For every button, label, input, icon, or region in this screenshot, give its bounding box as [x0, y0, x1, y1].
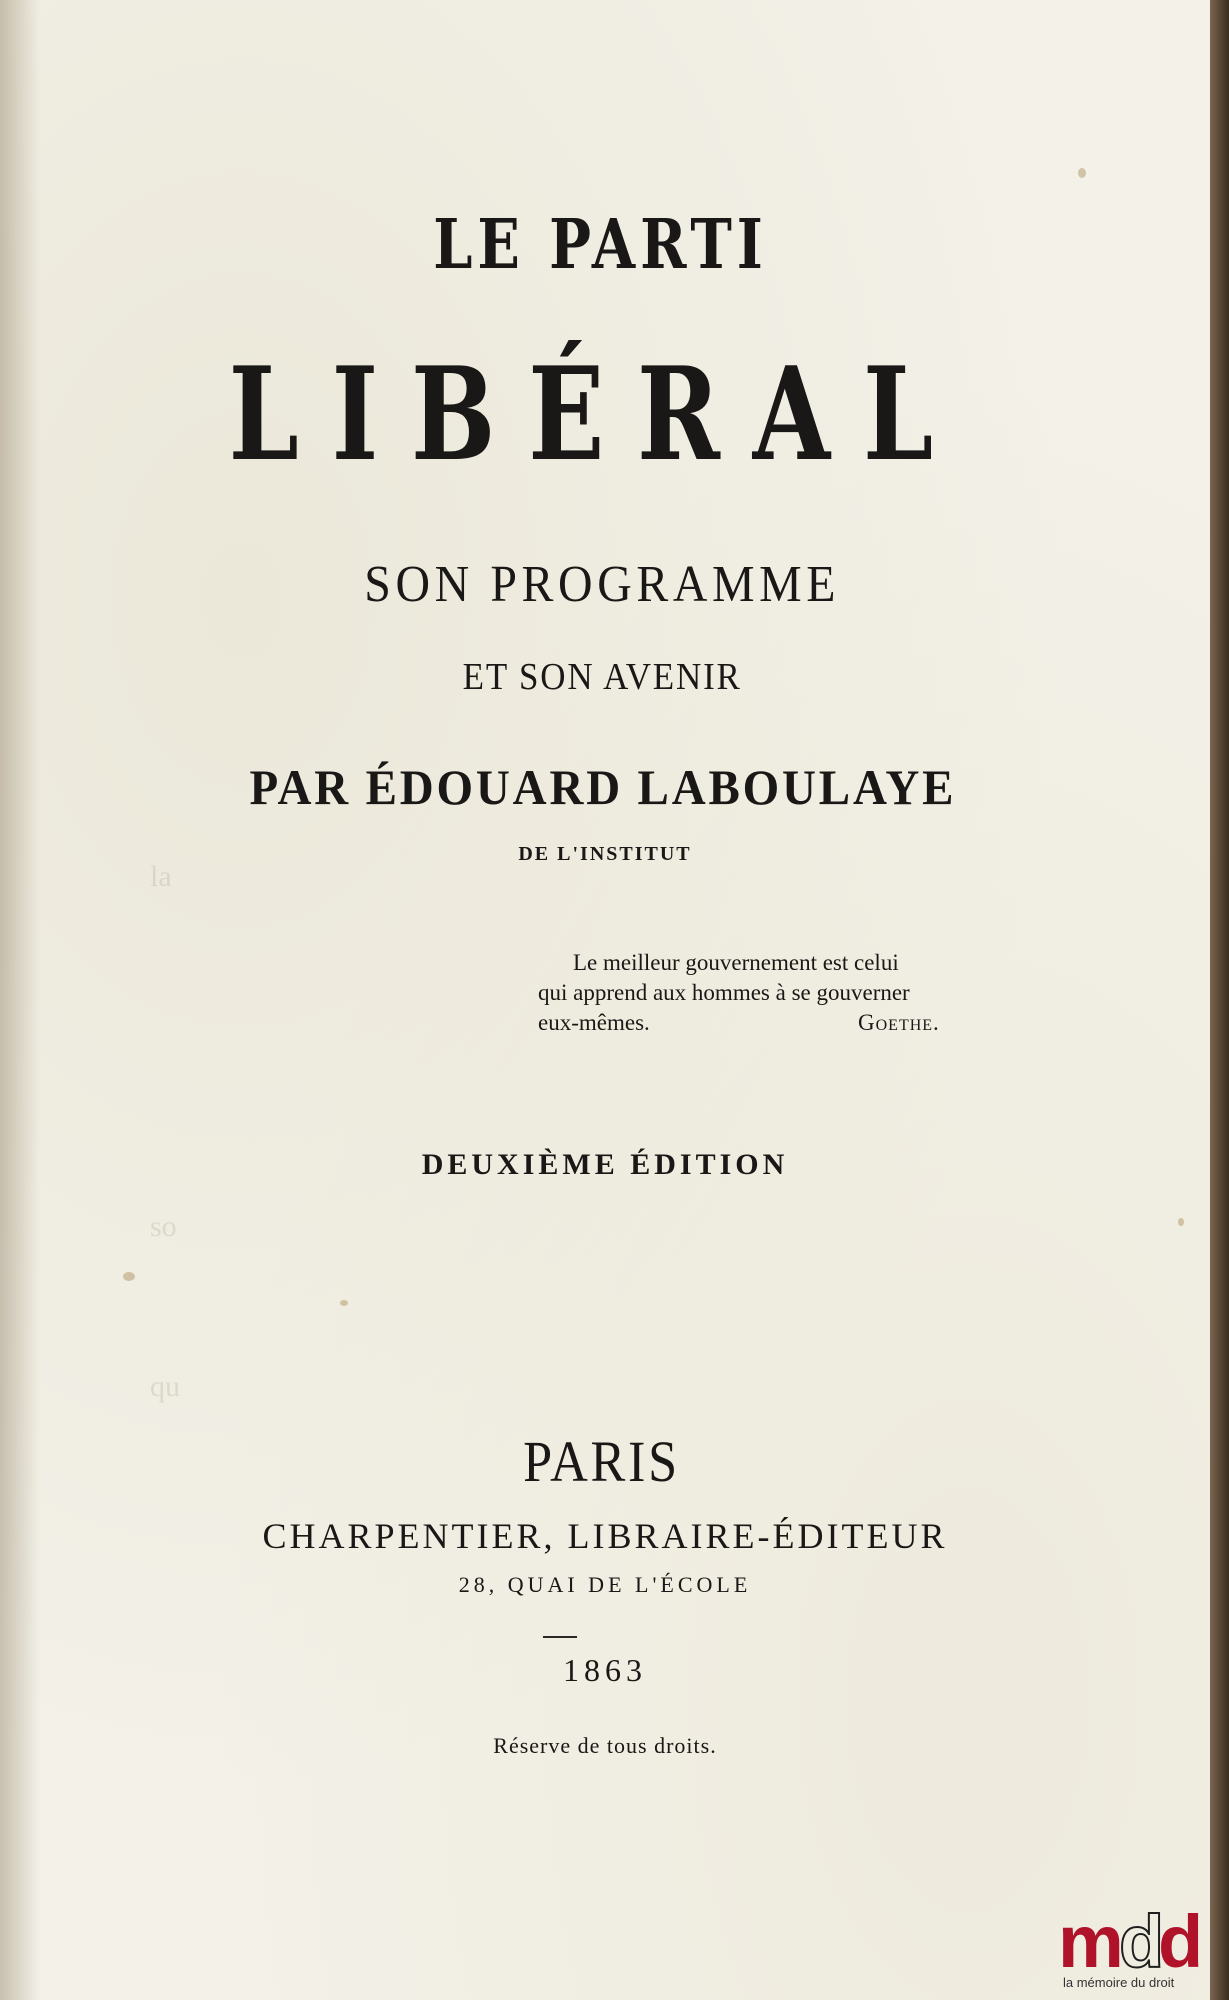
epigraph-line-3-text: eux-mêmes. [538, 1010, 650, 1035]
edition-statement: DEUXIÈME ÉDITION [421, 1148, 789, 1181]
logo-letter-d: d [1158, 1900, 1204, 1983]
imprint-publisher: CHARPENTIER, LIBRAIRE-ÉDITEUR [262, 1516, 948, 1556]
paper-stain [1178, 1218, 1184, 1226]
epigraph-attribution: Goethe. [858, 1010, 940, 1035]
page-edge [1210, 0, 1229, 2000]
paper-stain [340, 1300, 348, 1306]
author-affiliation: DE L'INSTITUT [518, 843, 692, 865]
author-name: PAR ÉDOUARD LABOULAYE [249, 759, 957, 815]
logo-tagline: la mémoire du droit [1063, 1975, 1175, 1990]
rights-notice: Réserve de tous droits. [493, 1733, 717, 1758]
epigraph-line-3 [538, 1008, 1008, 1038]
title-line-1: LE PARTI [433, 205, 768, 285]
subtitle-line-1: SON PROGRAMME [364, 556, 841, 613]
binding-shadow [0, 0, 40, 2000]
show-through-text: la [150, 860, 172, 893]
logo-letter-m: m [1058, 1900, 1124, 1983]
logo-letter-d-outline: d [1119, 1900, 1165, 1983]
imprint-city: PARIS [523, 1429, 680, 1494]
epigraph [538, 948, 1008, 1038]
show-through-text: so [150, 1210, 177, 1243]
title-line-2: LIBÉRAL [228, 340, 966, 490]
epigraph-line-2: qui apprend aux hommes à se gouverner [538, 980, 910, 1005]
divider-rule [543, 1636, 577, 1638]
paper-stain [123, 1272, 135, 1281]
show-through-text: qu [150, 1370, 180, 1403]
imprint-year: 1863 [563, 1652, 647, 1688]
imprint-address: 28, QUAI DE L'ÉCOLE [458, 1572, 752, 1597]
subtitle-line-2: ET SON AVENIR [462, 656, 742, 698]
paper-stain [1078, 168, 1086, 178]
epigraph-line-1: Le meilleur gouvernement est celui [573, 950, 899, 975]
